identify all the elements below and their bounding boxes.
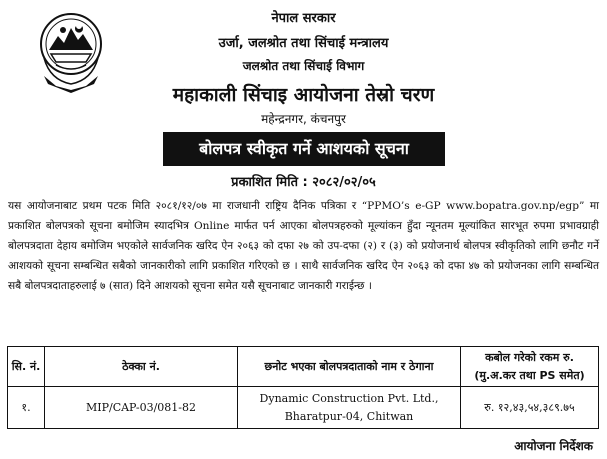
published-date: प्रकाशित मिति : २०८२/०२/०५ [231, 175, 376, 190]
project-name: महाकाली सिंचाइ आयोजना तेस्रो चरण [172, 84, 435, 106]
cell-contract-no: MIP/CAP-03/081-82 [45, 387, 238, 429]
table-row [8, 387, 599, 429]
department-name: जलश्रोत तथा सिंचाई विभाग [242, 59, 365, 73]
office-location: महेन्द्रनगर, कंचनपुर [261, 112, 346, 126]
header-serial-no: सि. नं. [8, 347, 45, 387]
cell-bidder [238, 387, 461, 429]
cell-bid-amount: रु. १२,४३,५४,३८९.७५ [461, 387, 599, 429]
notice-title-banner: बोलपत्र स्वीकृत गर्ने आशयको सूचना [163, 132, 445, 166]
cell-serial-no: १. [8, 387, 45, 429]
signatory-title: आयोजना निर्देशक [514, 439, 593, 453]
header-bidder-name-address: छनोट भएका बोलपत्रदाताको नाम र ठेगाना [238, 347, 461, 387]
notice-body: यस आयोजनाबाट प्रथम पटक मिति २०८१/१२/०७ मा राजधानी राष्ट्रिय दैनिक पत्रिका र “PPMO’s e-GP www.bopatra.gov.np/egp” मा प्रकाशित बोलपत्रको सूचना बमोजिम स्यादभित्र Online मार्फत पर्न आएका बोलपत्रहरुको मूल्यांकन हुँदा न्यूनतम मूल्यांकित सारभूत रुपमा प्रभावग्राही बोलपत्रदाता देहाय बमोजिम भएकोले सार्वजनिक खरिद ऐन २०६३ को दफा २७ को उप-दफा (२) र (३) को प्रयोजनार्थ बोलपत्र स्वीकृतिको लागि छनौट गर्ने आशयको सूचना सम्बन्धित सबैको जानकारीको लागि प्रकाशित गरिएको छ । साथै सार्वजनिक खरिद ऐन २०६३ को दफा ४७ को प्रयोजनका लागि सम्बन्धित सबै बोलपत्रदाताहरुलाई ७ (सात) दिने आशयको सूचना समेत यसै सूचनाबाट जानकारी गराईन्छ । [8, 200, 599, 292]
government-name: नेपाल सरकार [271, 11, 336, 26]
ministry-name: उर्जा, जलश्रोत तथा सिंचाई मन्त्रालय [218, 36, 389, 51]
bidder-name: Dynamic Construction Pvt. Ltd., [259, 391, 439, 405]
table-header-row [8, 347, 599, 387]
header-bid-amount: कबोल गरेको रकम रु. (मु.अ.कर तथा PS समेत) [461, 347, 599, 387]
bidder-address: Bharatpur-04, Chitwan [284, 409, 414, 423]
header-contract-no: ठेक्का नं. [45, 347, 238, 387]
selected-bidder-table [7, 346, 599, 429]
